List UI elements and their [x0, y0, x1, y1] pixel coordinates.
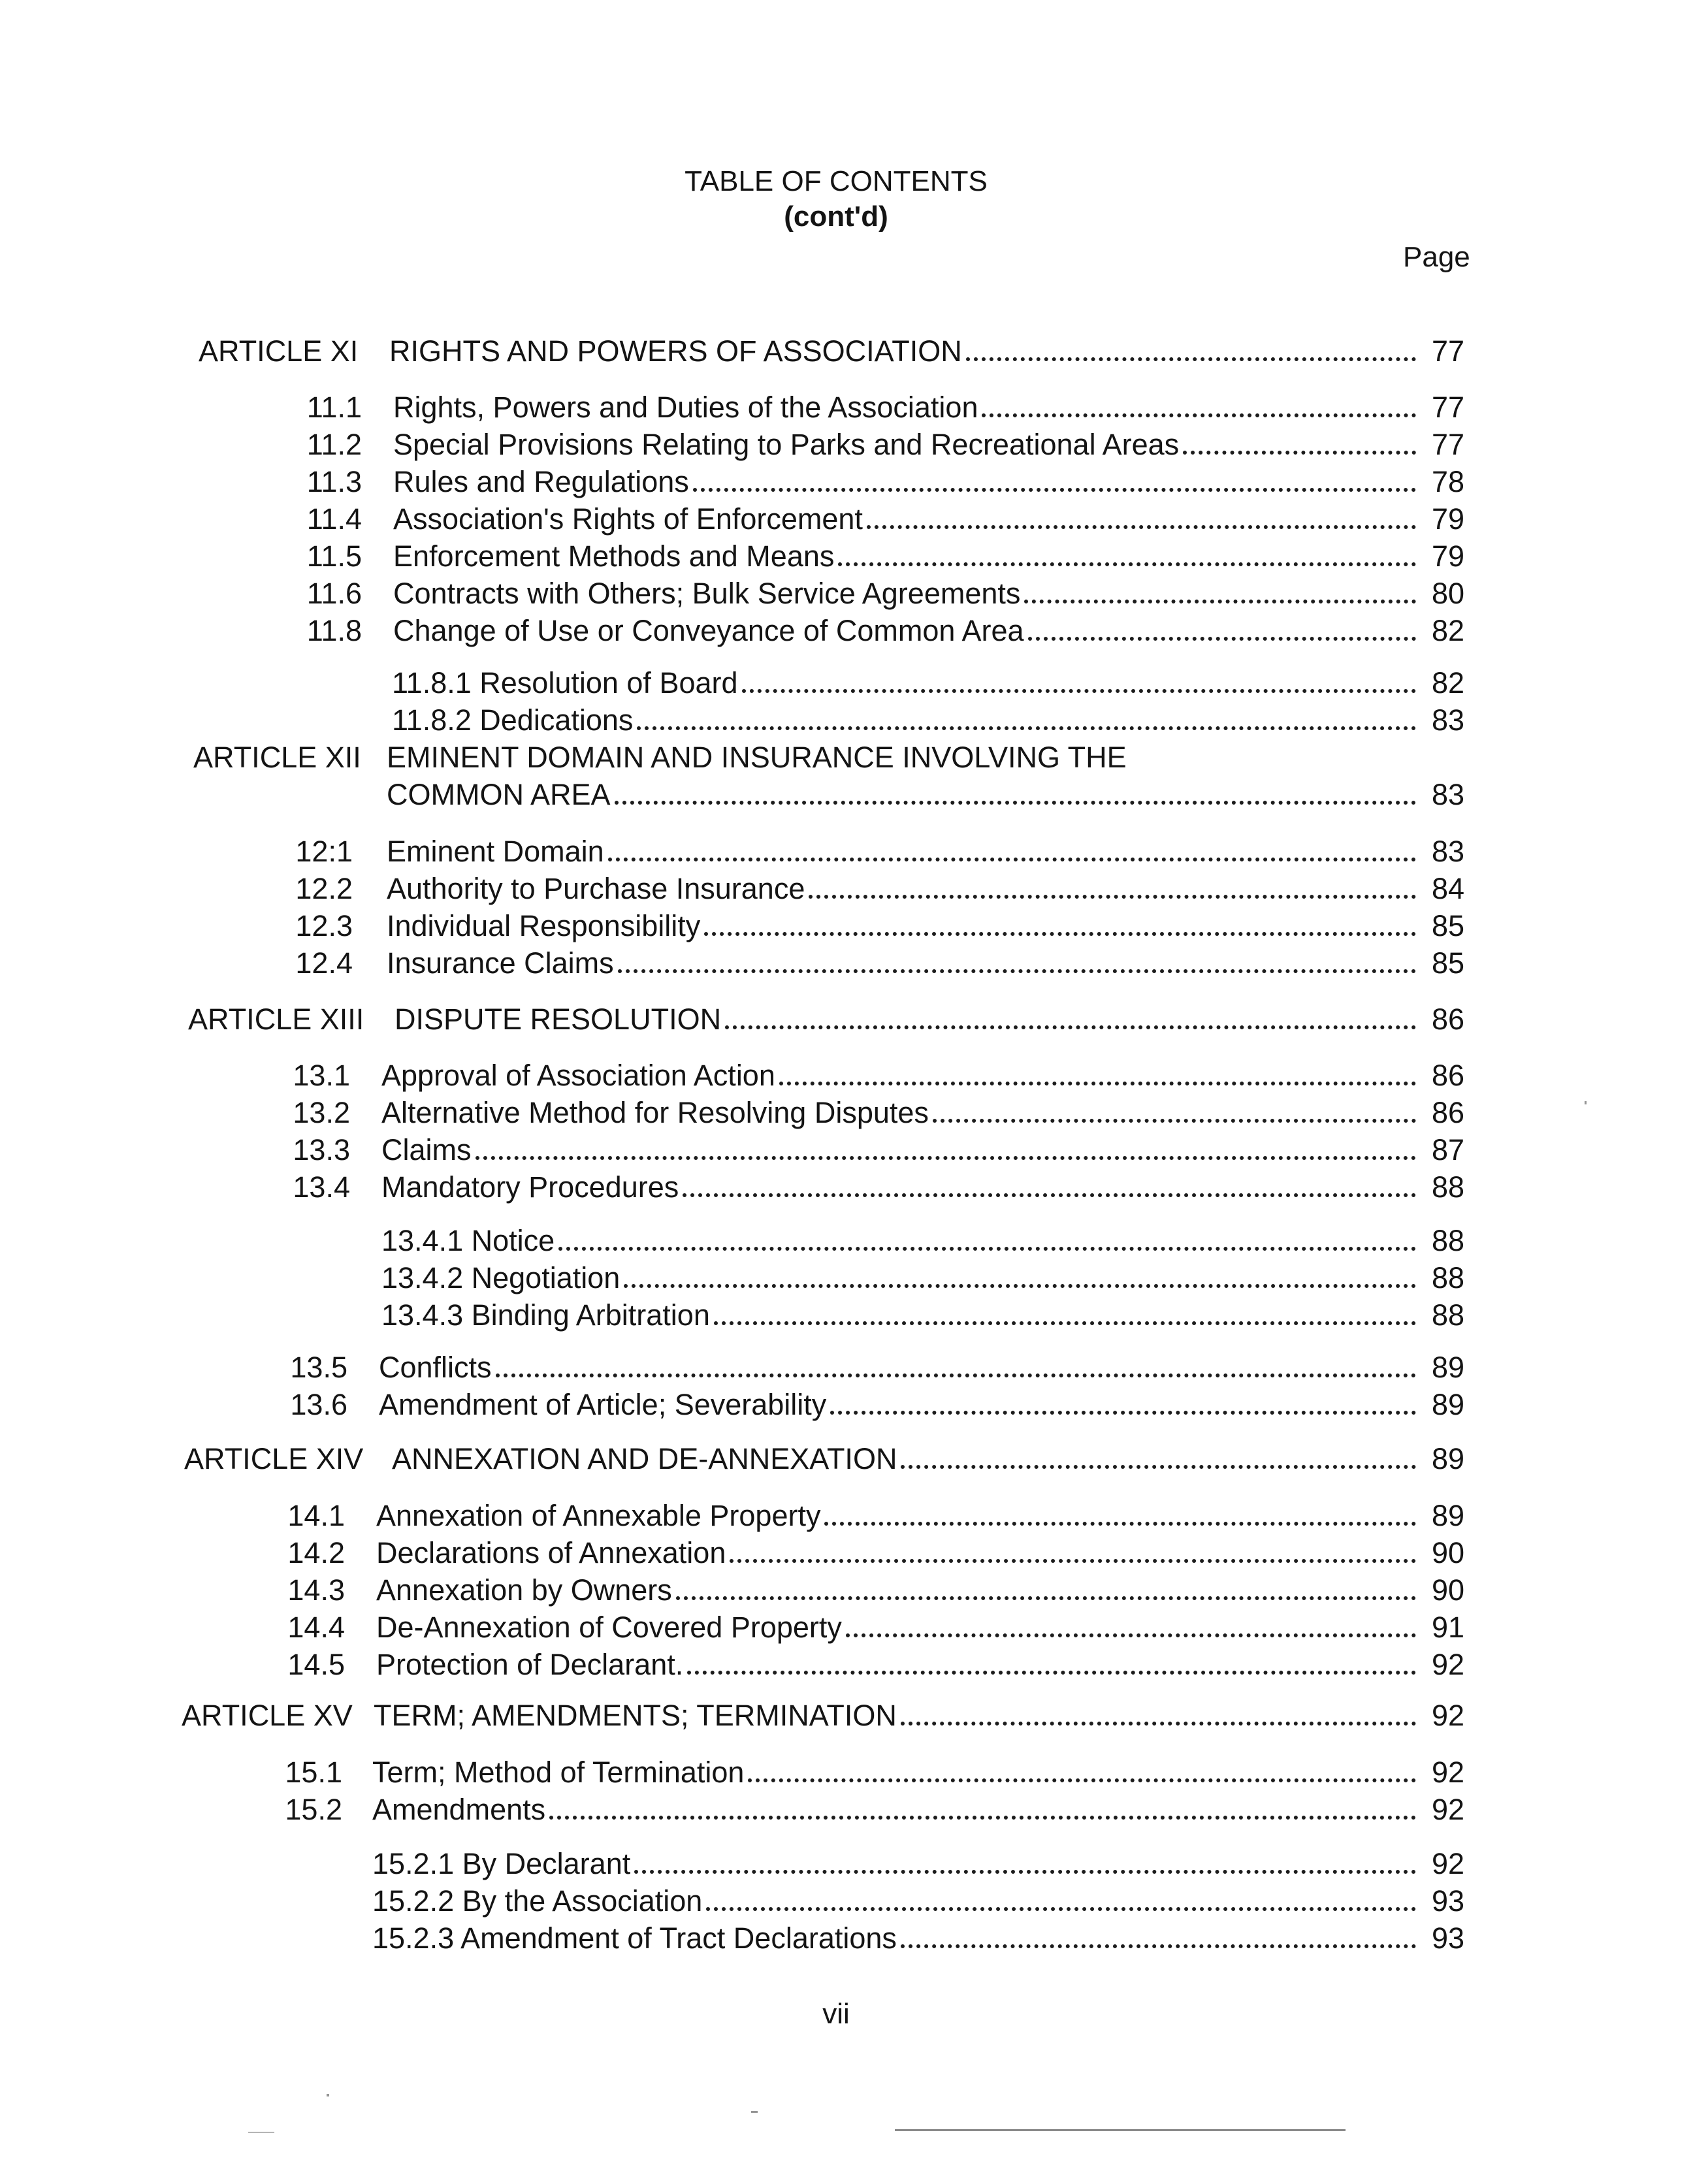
section-number: 15.2 [285, 1793, 342, 1826]
dot-leader [838, 556, 1416, 566]
dot-leader [624, 1277, 1416, 1288]
toc-continued-label: (cont'd) [784, 201, 888, 233]
toc-entry-article-15 [182, 1694, 1464, 1733]
toc-entry-11-4 [294, 497, 1464, 536]
dot-leader [748, 1772, 1416, 1782]
entry-title: Authority to Purchase Insurance [387, 872, 805, 905]
toc-entry-11-2 [294, 423, 1464, 462]
entry-title: Insurance Claims [387, 946, 614, 980]
section-number: 13.2 [293, 1096, 350, 1129]
entry-title: Conflicts [379, 1351, 492, 1384]
entry-page: 88 [1431, 1261, 1464, 1294]
scan-artifact-dash [248, 2132, 274, 2133]
entry-title: 11.8.2 Dedications [392, 703, 634, 737]
entry-title: Alternative Method for Resolving Disputes [381, 1096, 929, 1129]
toc-entry-13-3 [285, 1128, 1464, 1167]
dot-leader [809, 888, 1416, 899]
entry-page: 83 [1431, 703, 1464, 737]
entry-page: 88 [1431, 1298, 1464, 1332]
section-number: 11.4 [306, 502, 362, 536]
entry-page: 92 [1431, 1699, 1464, 1732]
dot-leader [824, 1515, 1416, 1526]
dot-leader [714, 1315, 1416, 1325]
entry-title-continued: COMMON AREA [387, 778, 611, 811]
entry-title: Contracts with Others; Bulk Service Agreements [393, 577, 1021, 610]
dot-leader [496, 1367, 1416, 1377]
entry-title: Enforcement Methods and Means [393, 539, 835, 573]
entry-page: 80 [1431, 577, 1464, 610]
dot-leader [704, 925, 1416, 936]
entry-title: Mandatory Procedures [381, 1170, 679, 1204]
entry-page: 77 [1431, 334, 1464, 368]
entry-page: 92 [1431, 1793, 1464, 1826]
toc-entry-article-12-line1 [193, 735, 1464, 775]
entry-page: 89 [1431, 1442, 1464, 1475]
toc-entry-11-3 [294, 460, 1464, 499]
entry-page: 86 [1431, 1059, 1464, 1092]
dot-leader [558, 1240, 1416, 1251]
entry-title: 11.8.1 Resolution of Board [392, 666, 738, 699]
section-number: 12.3 [295, 909, 353, 942]
toc-entry-13-4-2 [381, 1256, 1464, 1295]
entry-page: 92 [1431, 1847, 1464, 1880]
toc-entry-11-8-1 [392, 661, 1464, 700]
entry-page: 87 [1431, 1133, 1464, 1166]
toc-entry-11-5 [294, 534, 1464, 573]
entry-page: 92 [1431, 1756, 1464, 1789]
dot-leader [693, 481, 1416, 492]
dot-leader [618, 963, 1416, 973]
entry-page: 84 [1431, 872, 1464, 905]
section-number: 14.3 [287, 1573, 345, 1607]
dot-leader [966, 351, 1416, 361]
dot-leader [706, 1901, 1416, 1911]
section-number: 11.2 [306, 428, 362, 461]
toc-entry-article-13 [188, 997, 1464, 1036]
entry-page: 77 [1431, 428, 1464, 461]
dot-leader [846, 1627, 1416, 1637]
toc-title: TABLE OF CONTENTS [685, 165, 988, 197]
toc-entry-15-1 [277, 1750, 1464, 1790]
dot-leader [683, 1187, 1416, 1197]
dot-leader [933, 1112, 1416, 1123]
toc-entry-13-4-3 [381, 1293, 1464, 1332]
entry-title: Term; Method of Termination [372, 1756, 745, 1789]
entry-page: 93 [1431, 1884, 1464, 1918]
toc-entry-11-8 [294, 609, 1464, 648]
toc-entry-12-1 [287, 829, 1464, 869]
section-number: 12.4 [295, 946, 353, 980]
toc-entry-13-1 [285, 1053, 1464, 1093]
page-column-label: Page [1403, 241, 1470, 273]
article-number: ARTICLE XII [193, 741, 361, 774]
section-number: 13.3 [293, 1133, 350, 1166]
section-number: 13.4 [293, 1170, 350, 1204]
dot-leader [676, 1590, 1416, 1600]
scan-artifact-dot [327, 2094, 329, 2096]
article-number: ARTICLE XV [182, 1699, 353, 1732]
entry-title: De-Annexation of Covered Property [376, 1611, 842, 1644]
toc-entry-15-2-2 [372, 1879, 1464, 1918]
toc-entry-15-2-1 [372, 1842, 1464, 1881]
section-number: 13.5 [290, 1351, 347, 1384]
section-number: 11.5 [306, 539, 362, 573]
entry-title: RIGHTS AND POWERS OF ASSOCIATION [389, 334, 962, 368]
toc-entry-12-2 [287, 867, 1464, 906]
entry-page: 88 [1431, 1170, 1464, 1204]
article-number: ARTICLE XI [199, 334, 359, 368]
entry-title: TERM; AMENDMENTS; TERMINATION [374, 1699, 897, 1732]
dot-leader [901, 1938, 1416, 1948]
entry-title: Annexation of Annexable Property [376, 1499, 821, 1532]
dot-leader [867, 519, 1416, 529]
entry-page: 79 [1431, 502, 1464, 536]
entry-page: 83 [1431, 835, 1464, 868]
entry-page: 79 [1431, 539, 1464, 573]
entry-title: 13.4.2 Negotiation [381, 1261, 621, 1294]
dot-leader [1024, 593, 1416, 603]
dot-leader [742, 682, 1416, 693]
dot-leader [830, 1404, 1416, 1415]
scan-artifact-dot [1585, 1101, 1587, 1104]
dot-leader [637, 720, 1416, 730]
dot-leader [1028, 630, 1416, 641]
dot-leader [615, 794, 1416, 805]
entry-title: Eminent Domain [387, 835, 604, 868]
toc-entry-14-5 [280, 1643, 1464, 1682]
entry-title: Rights, Powers and Duties of the Association [393, 391, 978, 424]
entry-page: 78 [1431, 465, 1464, 498]
dot-leader [730, 1552, 1416, 1563]
entry-title: Declarations of Annexation [376, 1536, 726, 1569]
entry-title: 13.4.3 Binding Arbitration [381, 1298, 710, 1332]
toc-entry-12-3 [287, 904, 1464, 943]
entry-page: 93 [1431, 1921, 1464, 1955]
dot-leader [687, 1664, 1416, 1675]
entry-page: 89 [1431, 1388, 1464, 1421]
section-number: 12:1 [295, 835, 353, 868]
entry-title: 15.2.2 By the Association [372, 1884, 703, 1918]
toc-entry-13-5 [282, 1345, 1464, 1385]
toc-entry-11-8-2 [392, 698, 1464, 737]
entry-page: 89 [1431, 1351, 1464, 1384]
entry-title: Approval of Association Action [381, 1059, 775, 1092]
entry-page: 88 [1431, 1224, 1464, 1257]
entry-title: Special Provisions Relating to Parks and Recreational Areas [393, 428, 1180, 461]
entry-page: 90 [1431, 1573, 1464, 1607]
dot-leader [901, 1715, 1416, 1726]
scan-artifact-line [895, 2129, 1346, 2131]
entry-page: 89 [1431, 1499, 1464, 1532]
scan-artifact-dash [751, 2111, 758, 2113]
section-number: 11.3 [306, 465, 362, 498]
section-number: 14.1 [287, 1499, 345, 1532]
entry-page: 92 [1431, 1648, 1464, 1681]
toc-entry-11-1 [294, 385, 1464, 425]
toc-entry-13-4-1 [381, 1219, 1464, 1258]
entry-title: Change of Use or Conveyance of Common Area [393, 614, 1024, 647]
entry-page: 82 [1431, 666, 1464, 699]
entry-title: 13.4.1 Notice [381, 1224, 555, 1257]
toc-entry-14-3 [280, 1568, 1464, 1607]
section-number: 13.1 [293, 1059, 350, 1092]
entry-title: 15.2.3 Amendment of Tract Declarations [372, 1921, 897, 1955]
section-number: 14.2 [287, 1536, 345, 1569]
entry-title: Rules and Regulations [393, 465, 689, 498]
entry-page: 90 [1431, 1536, 1464, 1569]
entry-title: Protection of Declarant. [376, 1648, 684, 1681]
dot-leader [476, 1149, 1416, 1160]
section-number: 12.2 [295, 872, 353, 905]
section-number: 13.6 [290, 1388, 347, 1421]
toc-entry-11-6 [294, 571, 1464, 611]
dot-leader [608, 851, 1416, 861]
toc-entry-15-2-3 [372, 1916, 1464, 1955]
section-number: 14.5 [287, 1648, 345, 1681]
toc-entry-13-6 [282, 1383, 1464, 1422]
section-number: 11.6 [306, 577, 362, 610]
entry-page: 77 [1431, 391, 1464, 424]
entry-page: 85 [1431, 946, 1464, 980]
dot-leader [982, 407, 1416, 417]
dot-leader [549, 1809, 1416, 1820]
entry-page: 85 [1431, 909, 1464, 942]
entry-page: 86 [1431, 1003, 1464, 1036]
entry-title: Association's Rights of Enforcement [393, 502, 863, 536]
toc-entry-article-12-line2 [387, 773, 1464, 812]
toc-entry-14-2 [280, 1531, 1464, 1570]
toc-entry-15-2 [277, 1788, 1464, 1827]
section-number: 14.4 [287, 1611, 345, 1644]
entry-title: Annexation by Owners [376, 1573, 672, 1607]
toc-entry-14-1 [280, 1494, 1464, 1533]
toc-entry-14-4 [280, 1605, 1464, 1645]
entry-page: 86 [1431, 1096, 1464, 1129]
dot-leader [725, 1019, 1416, 1029]
toc-entry-article-14 [184, 1437, 1464, 1476]
page-number: vii [822, 1998, 850, 2030]
section-number: 11.8 [306, 614, 362, 647]
toc-entry-13-2 [285, 1091, 1464, 1130]
entry-title: Amendments [372, 1793, 546, 1826]
dot-leader [634, 1863, 1416, 1874]
entry-title: DISPUTE RESOLUTION [395, 1003, 722, 1036]
dot-leader [901, 1458, 1416, 1469]
entry-page: 82 [1431, 614, 1464, 647]
section-number: 15.1 [285, 1756, 342, 1789]
article-number: ARTICLE XIII [188, 1003, 364, 1036]
section-number: 11.1 [306, 391, 362, 424]
toc-entry-article-11 [199, 329, 1464, 368]
dot-leader [1183, 444, 1416, 455]
entry-page: 91 [1431, 1611, 1464, 1644]
entry-title: Claims [381, 1133, 472, 1166]
entry-title: 15.2.1 By Declarant [372, 1847, 631, 1880]
entry-title: ANNEXATION AND DE-ANNEXATION [392, 1442, 897, 1475]
article-number: ARTICLE XIV [184, 1442, 364, 1475]
toc-entry-12-4 [287, 941, 1464, 980]
entry-title: EMINENT DOMAIN AND INSURANCE INVOLVING THE [387, 741, 1127, 774]
entry-title: Amendment of Article; Severability [379, 1388, 827, 1421]
entry-page: 83 [1431, 778, 1464, 811]
toc-entry-13-4 [285, 1165, 1464, 1204]
entry-title: Individual Responsibility [387, 909, 701, 942]
dot-leader [779, 1075, 1416, 1085]
